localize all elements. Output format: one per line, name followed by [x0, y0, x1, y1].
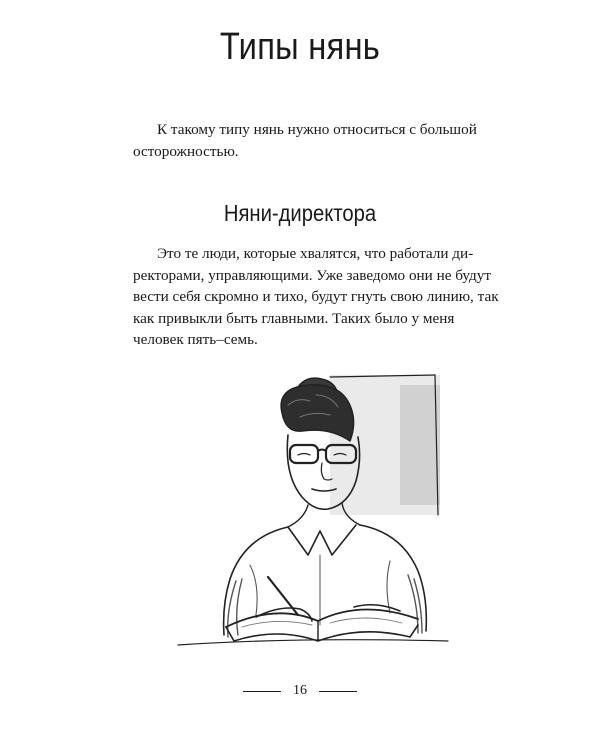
- footer-rule-right: [319, 691, 357, 692]
- section-heading: Няни-директора: [223, 200, 377, 226]
- page-title: Типы нянь: [219, 26, 381, 68]
- page-footer: [0, 683, 600, 699]
- intro-paragraph: К такому типу нянь нужно относиться с большой осторожностью.: [133, 121, 477, 160]
- woman-illustration: [170, 365, 460, 655]
- body-paragraph: Это те люди, которые хвалятся, что работали директорами, управляющими. Уже заведомо они не будут вести себя скромно и тихо, будут гнуть свою линию, так как привыкли быть главными. Таких было у меня человек пять–семь.: [133, 245, 499, 348]
- page-number: 16: [293, 683, 307, 698]
- footer-rule-left: [243, 691, 281, 692]
